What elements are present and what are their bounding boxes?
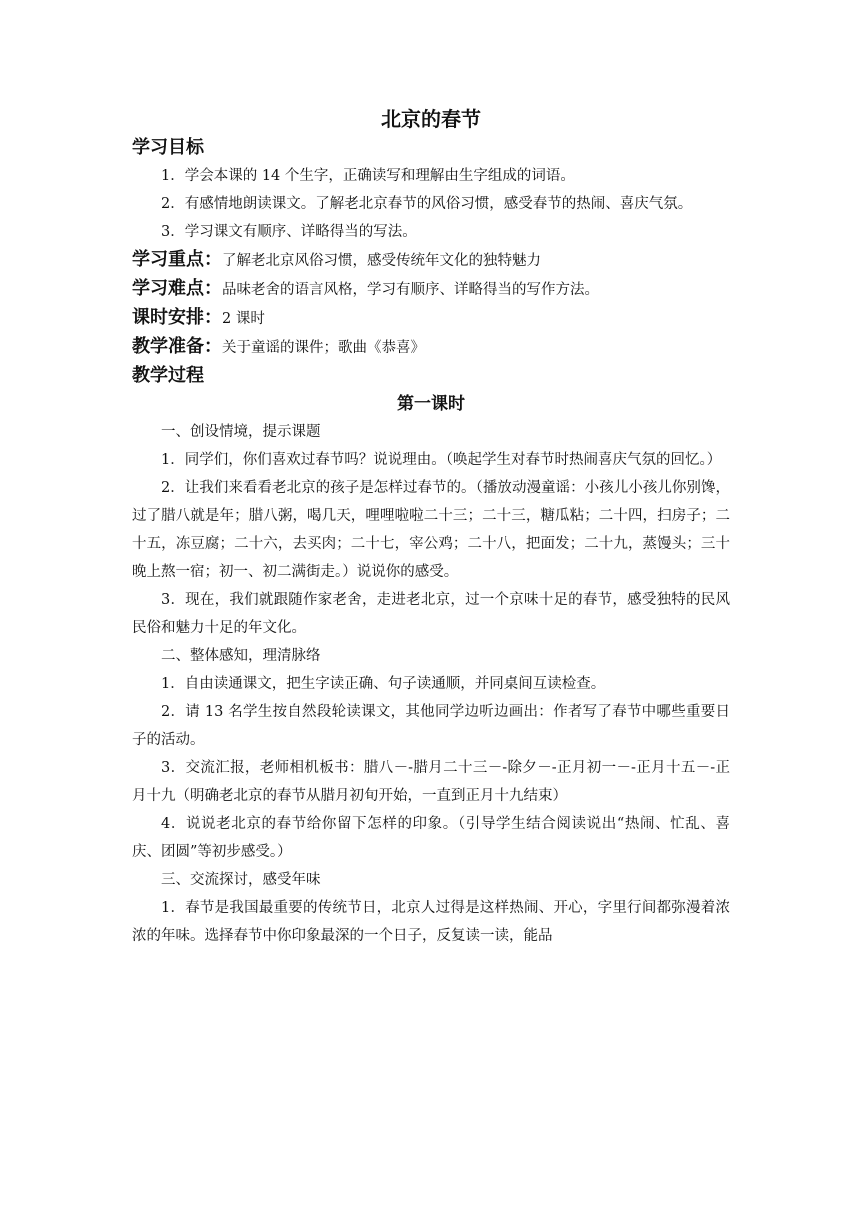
lesson1-heading: 第一课时 [397, 394, 465, 414]
paragraph: 2．让我们来看看老北京的孩子是怎样过春节的。（播放动漫童谣：小孩儿小孩儿你别馋，过了腊八就是年；腊八粥，喝几天，哩哩啦啦二十三；二十三，糖瓜粘；二十四，扫房子；二十五，冻豆腐；二十六，去买肉；二十七，宰公鸡；二十八，把面发；二十九，蒸馒头；三十晚上熬一宿；初一、初二满街走。）说说你的感受。 [132, 480, 730, 580]
objectives-heading: 学习目标 [132, 137, 204, 158]
paragraph: 3．交流汇报，老师相机板书：腊八－-腊月二十三－-除夕－-正月初一－-正月十五－-正月十九（明确老北京的春节从腊月初旬开始，一直到正月十九结束） [132, 760, 730, 804]
difficult-points-label: 学习难点： [132, 278, 222, 299]
schedule [132, 304, 730, 333]
section-title: 二、整体感知，理清脉络 [161, 648, 321, 664]
paragraph: 4．说说老北京的春节给你留下怎样的印象。（引导学生结合阅读说出“热闹、忙乱、喜庆、团圆”等初步感受。） [132, 816, 730, 860]
objective-item: 1．学会本课的 14 个生字，正确读写和理解由生字组成的词语。 [161, 168, 575, 184]
objective-item: 2．有感情地朗读课文。了解老北京春节的风俗习惯，感受春节的热闹、喜庆气氛。 [161, 196, 693, 212]
document-title: 北京的春节 [381, 107, 481, 131]
preparation [132, 333, 730, 362]
schedule-value: 2 课时 [222, 311, 265, 327]
difficult-points-value: 品味老舍的语言风格，学习有顺序、详略得当的写作方法。 [222, 282, 599, 298]
paragraph: 3．现在，我们就跟随作家老舍，走进老北京，过一个京味十足的春节，感受独特的民风民俗和魅力十足的年文化。 [132, 592, 730, 636]
process-heading: 教学过程 [132, 365, 204, 386]
key-points-label: 学习重点： [132, 249, 222, 270]
preparation-label: 教学准备： [132, 336, 222, 357]
section-title: 三、交流探讨，感受年味 [161, 872, 321, 888]
paragraph: 1．同学们，你们喜欢过春节吗？说说理由。（唤起学生对春节时热闹喜庆气氛的回忆。） [161, 452, 722, 468]
difficult-points [132, 275, 730, 304]
objective-item: 3．学习课文有顺序、详略得当的写法。 [161, 224, 417, 240]
schedule-label: 课时安排： [132, 307, 222, 328]
paragraph: 2．请 13 名学生按自然段轮读课文，其他同学边听边画出：作者写了春节中哪些重要日子的活动。 [132, 704, 730, 748]
paragraph: 1．春节是我国最重要的传统节日，北京人过得是这样热闹、开心，字里行间都弥漫着浓浓的年味。选择春节中你印象最深的一个日子，反复读一读，能品 [132, 900, 730, 944]
key-points [132, 246, 730, 275]
preparation-value: 关于童谣的课件；歌曲《恭喜》 [222, 340, 425, 356]
section-title: 一、创设情境，提示课题 [161, 424, 321, 440]
paragraph: 1．自由读通课文，把生字读正确、句子读通顺，并同桌间互读检查。 [161, 676, 606, 692]
document-page [132, 104, 730, 950]
key-points-value: 了解老北京风俗习惯，感受传统年文化的独特魅力 [222, 253, 541, 269]
